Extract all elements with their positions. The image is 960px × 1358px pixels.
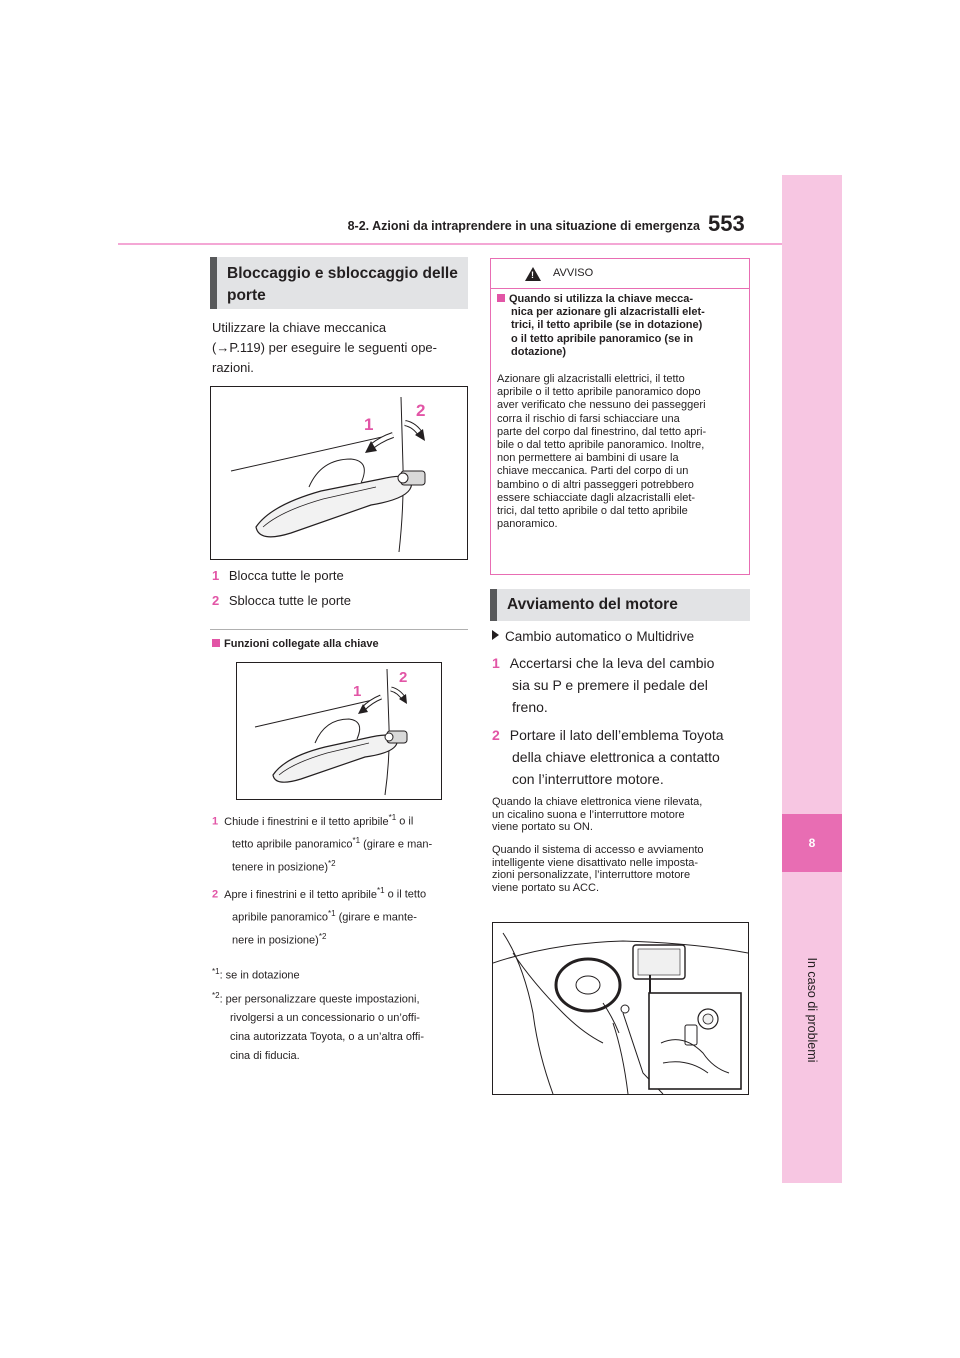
text-line: [232, 930, 474, 953]
text-line: bile o dal tetto apribile panoramico. Inoltre,: [497, 439, 705, 452]
section-heading-door-lock: [210, 257, 468, 309]
text-line: nica per azionare gli alzacristalli elet-: [511, 306, 705, 319]
warning-subject: [497, 293, 743, 359]
footnote-1: [212, 962, 474, 986]
text-line: Quando il sistema di accesso e avviamento: [492, 844, 704, 856]
text: Portare il lato dell’emblema Toyota: [509, 727, 724, 743]
footnote-mark: *1: [212, 967, 220, 976]
text-line: Utilizzare la chiave meccanica: [212, 320, 387, 335]
text-line: cina autorizzata Toyota, o a un’altra offi-: [230, 1031, 425, 1044]
text: (girare e man-: [360, 838, 433, 851]
door-handle-key-figure: [236, 662, 442, 800]
text-line: cina di fiducia.: [230, 1050, 300, 1063]
door-handle-illustration: [211, 387, 467, 559]
step-number: 1: [212, 815, 219, 828]
text-line: [492, 724, 754, 746]
step-text: Blocca tutte le porte: [228, 568, 344, 583]
transmission-type: [492, 627, 694, 647]
step-number: 2: [492, 727, 500, 743]
text-line: panoramico.: [497, 518, 558, 531]
text-line: della chiave elettronica a contatto: [512, 749, 720, 765]
text-line: [212, 811, 474, 834]
exclamation-icon: !: [531, 270, 534, 280]
chapter-label: In caso di problemi: [805, 957, 819, 1063]
intro-paragraph: [212, 318, 474, 378]
sub-heading-text: Funzioni collegate alla chiave: [224, 638, 379, 650]
text-line: rivolgersi a un concessionario o un’offi-: [230, 1012, 420, 1025]
text-line: viene portato su ON.: [492, 821, 593, 833]
text-line: sia su P e premere il pedale del: [512, 677, 708, 693]
text-line: apribile o il tetto apribile panoramico dopo: [497, 386, 701, 399]
section-heading-engine-start: Avviamento del motore: [490, 589, 750, 621]
text-line: [497, 293, 743, 306]
text-line: [232, 834, 474, 857]
text: Apre i finestrini e il tetto apribile: [224, 888, 377, 901]
text-line: aver verificato che nessuno dei passeggeri: [497, 399, 706, 412]
step-number: 1: [212, 568, 220, 583]
square-bullet-icon: [497, 294, 505, 302]
dashboard-illustration: [493, 923, 748, 1094]
footnote-ref: *1: [328, 909, 336, 918]
engine-note-1: [492, 796, 752, 834]
callout-2: 2: [416, 401, 426, 420]
door-handle-key-illustration: [237, 663, 441, 799]
heading-line: Bloccaggio e sbloccaggio delle: [227, 265, 458, 282]
text: Accertarsi che la leva del cambio: [509, 655, 715, 671]
engine-step-2: [492, 724, 754, 790]
text-line: chiave meccanica. Parti del corpo di un: [497, 465, 689, 478]
footnote-ref: *1: [376, 886, 385, 895]
footnote-ref: *2: [328, 859, 336, 868]
footnote-ref: *1: [352, 836, 361, 845]
text-line: viene portato su ACC.: [492, 881, 600, 894]
key-function-step-1: [212, 811, 474, 880]
text-line: parte del corpo dal finestrino, dal tetto apri-: [497, 425, 707, 438]
text-line: zioni personalizzate, l’interruttore motore: [492, 869, 691, 881]
text: nere in posizione): [232, 934, 319, 947]
text-line: trici, il tetto apribile (se in dotazione): [511, 319, 703, 332]
text: Cambio automatico o Multidrive: [505, 629, 695, 644]
footnote-ref: *1: [388, 813, 397, 822]
text: tetto apribile panoramico: [232, 838, 353, 851]
chapter-number-tab[interactable]: 8: [782, 814, 842, 872]
text-line: o il tetto apribile panoramico (se in: [511, 332, 694, 345]
text-line: freno.: [512, 699, 548, 715]
text-line: (→P.119) per eseguire le seguenti ope-: [212, 340, 437, 355]
step-text: Sblocca tutte le porte: [228, 593, 351, 608]
footnote-ref: *2: [318, 932, 327, 941]
step-number: 2: [212, 888, 219, 901]
page-number: 553: [708, 211, 745, 236]
step-2: [212, 591, 351, 611]
callout-1: 1: [353, 683, 362, 700]
door-handle-figure: [210, 386, 468, 560]
footnote-2: [212, 986, 474, 1010]
text-line: [492, 652, 754, 674]
text-line: bambino o di altri passeggeri potrebbero: [497, 478, 694, 491]
text: Quando si utilizza la chiave mecca-: [509, 293, 694, 305]
heading-line: porte: [227, 287, 266, 304]
callout-1: 1: [364, 415, 374, 434]
footnotes: [212, 962, 474, 1066]
text-line: [212, 884, 474, 907]
text: o il tetto: [384, 888, 427, 901]
text-line: [232, 857, 474, 880]
text-line: Azionare gli alzacristalli elettrici, il tetto: [497, 373, 685, 385]
warning-box: [490, 258, 750, 575]
engine-step-1: [492, 652, 754, 718]
header-rule: [118, 243, 840, 245]
step-number: 1: [492, 655, 500, 671]
arrow-bullet-icon: [492, 630, 499, 640]
text-line: con l’interruttore motore.: [512, 771, 664, 787]
square-bullet-icon: [212, 639, 220, 647]
text-line: un cicalino suona e l’interruttore motore: [492, 808, 685, 821]
divider: [210, 629, 468, 630]
running-header-title: 8-2. Azioni da intraprendere in una situazione di emergenza: [347, 219, 700, 233]
text-line: Quando la chiave elettronica viene rilevata,: [492, 796, 703, 808]
warning-body: [497, 373, 743, 531]
warning-title: AVVISO: [553, 267, 594, 279]
text-line: essere schiacciate dagli alzacristalli elet-: [497, 491, 696, 504]
text-line: razioni.: [212, 360, 254, 375]
text: apribile panoramico: [232, 911, 328, 924]
text: Chiude i finestrini e il tetto apribile: [224, 815, 389, 828]
warning-header: [491, 259, 749, 289]
engine-note-2: [492, 844, 752, 894]
key-function-step-2: [212, 884, 474, 953]
text: o il: [396, 815, 414, 828]
text-line: intelligente viene disattivato nelle imposta-: [492, 856, 699, 869]
text: : se in dotazione: [219, 969, 300, 982]
text-line: corra il rischio di farsi schiacciare una: [497, 412, 680, 425]
step-1: [212, 566, 344, 586]
text-line: trici, dal tetto apribile o dal tetto apribile: [497, 505, 688, 518]
text-line: non permettere ai bambini di usare la: [497, 452, 679, 465]
sub-heading-key-functions: [212, 638, 379, 650]
callout-2: 2: [399, 669, 408, 686]
text: (girare e mante-: [335, 911, 417, 924]
engine-start-figure: [492, 922, 749, 1095]
text-line: [232, 907, 474, 930]
text-line: dotazione): [511, 345, 566, 358]
step-number: 2: [212, 593, 220, 608]
text: : per personalizzare queste impostazioni,: [219, 993, 420, 1006]
footnote-mark: *2: [212, 990, 220, 1000]
text: tenere in posizione): [232, 861, 329, 874]
